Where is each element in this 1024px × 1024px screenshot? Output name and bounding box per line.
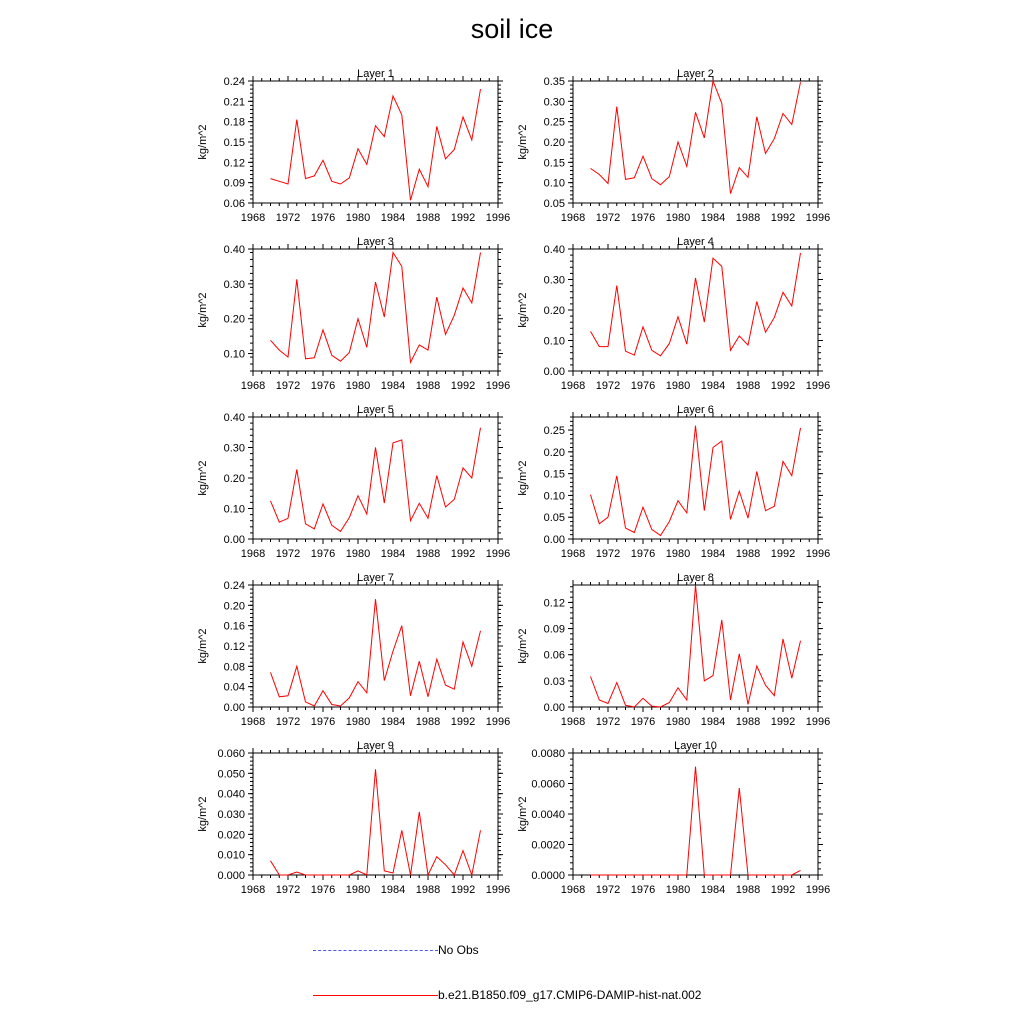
series-line	[591, 253, 801, 356]
x-tick-label: 1976	[310, 212, 336, 224]
y-axis-label: kg/m^2	[197, 292, 209, 328]
series-line	[591, 81, 801, 194]
x-tick-label: 1996	[485, 884, 511, 896]
plot-frame	[573, 81, 818, 203]
x-tick-label: 1968	[560, 548, 586, 560]
x-tick-label: 1992	[770, 716, 796, 728]
y-tick-label: 0.0020	[531, 839, 565, 852]
x-tick-label: 1992	[450, 212, 476, 224]
x-tick-label: 1976	[630, 380, 656, 392]
x-tick-label: 1992	[450, 548, 476, 560]
y-tick-label: 0.24	[223, 76, 245, 88]
x-tick-label: 1992	[450, 716, 476, 728]
y-tick-label: 0.0080	[531, 748, 565, 760]
x-tick-label: 1968	[240, 380, 266, 392]
y-tick-label: 0.12	[223, 157, 245, 170]
panel-title: Layer 1	[357, 68, 394, 80]
plot-frame	[573, 417, 818, 539]
y-tick-label: 0.04	[223, 681, 245, 694]
x-tick-label: 1972	[595, 548, 621, 560]
x-tick-label: 1976	[310, 380, 336, 392]
x-tick-label: 1988	[415, 716, 441, 728]
legend-obs	[313, 940, 479, 960]
y-tick-label: 0.25	[543, 425, 565, 438]
panel-layer-9	[197, 740, 510, 896]
x-tick-label: 1980	[665, 380, 691, 392]
panel-title: Layer 3	[357, 236, 394, 248]
panel-title: Layer 7	[357, 572, 394, 584]
y-tick-label: 0.00	[543, 534, 565, 546]
y-axis-label: kg/m^2	[517, 460, 529, 496]
y-tick-label: 0.20	[223, 473, 245, 485]
y-tick-label: 0.24	[223, 580, 245, 592]
x-tick-label: 1984	[380, 716, 406, 728]
y-tick-label: 0.30	[543, 274, 565, 287]
panel-layer-3	[197, 236, 510, 392]
series-line	[591, 426, 801, 536]
x-tick-label: 1984	[380, 548, 406, 560]
panel-title: Layer 10	[674, 740, 717, 752]
series-line	[271, 428, 481, 532]
x-tick-label: 1992	[770, 212, 796, 224]
x-tick-label: 1968	[240, 716, 266, 728]
y-tick-label: 0.10	[223, 348, 245, 361]
x-tick-label: 1984	[700, 380, 726, 392]
y-tick-label: 0.010	[217, 849, 245, 862]
y-tick-label: 0.00	[543, 366, 565, 378]
x-tick-label: 1996	[485, 716, 511, 728]
y-tick-label: 0.0060	[531, 778, 565, 791]
series-line	[271, 769, 481, 875]
y-axis-label: kg/m^2	[197, 460, 209, 496]
y-tick-label: 0.06	[543, 649, 565, 662]
x-tick-label: 1976	[310, 548, 336, 560]
y-tick-label: 0.15	[543, 157, 565, 170]
x-tick-label: 1980	[345, 716, 371, 728]
panel-layer-4	[517, 236, 830, 392]
x-tick-label: 1980	[345, 380, 371, 392]
x-tick-label: 1992	[450, 380, 476, 392]
y-tick-label: 0.020	[217, 829, 245, 842]
x-tick-label: 1980	[665, 716, 691, 728]
y-tick-label: 0.10	[543, 177, 565, 190]
x-tick-label: 1988	[735, 716, 761, 728]
panel-layer-1	[197, 68, 510, 224]
x-tick-label: 1972	[275, 212, 301, 224]
series-line	[271, 599, 481, 706]
x-tick-label: 1996	[805, 212, 831, 224]
y-tick-label: 0.00	[223, 534, 245, 546]
x-tick-label: 1968	[240, 212, 266, 224]
y-tick-label: 0.35	[543, 76, 565, 88]
x-tick-label: 1972	[275, 380, 301, 392]
x-tick-label: 1968	[560, 716, 586, 728]
y-axis-label: kg/m^2	[197, 628, 209, 664]
series-line	[271, 253, 481, 363]
x-tick-label: 1988	[415, 548, 441, 560]
x-tick-label: 1996	[485, 380, 511, 392]
y-tick-label: 0.20	[543, 137, 565, 149]
legend-obs-line	[313, 950, 438, 951]
x-tick-label: 1988	[415, 212, 441, 224]
y-tick-label: 0.20	[223, 600, 245, 613]
y-tick-label: 0.0000	[531, 870, 565, 882]
series-line	[591, 767, 801, 875]
plot-frame	[573, 249, 818, 371]
panel-title: Layer 2	[677, 68, 714, 80]
y-tick-label: 0.10	[543, 335, 565, 348]
y-tick-label: 0.06	[223, 198, 245, 210]
panel-layer-5	[197, 404, 510, 560]
y-tick-label: 0.12	[223, 641, 245, 653]
x-tick-label: 1992	[770, 884, 796, 896]
x-tick-label: 1984	[380, 884, 406, 896]
y-tick-label: 0.05	[543, 198, 565, 210]
x-tick-label: 1996	[485, 548, 511, 560]
y-tick-label: 0.20	[223, 313, 245, 326]
panel-title: Layer 4	[677, 236, 714, 248]
x-tick-label: 1992	[770, 380, 796, 392]
series-line	[591, 585, 801, 707]
x-tick-label: 1968	[560, 884, 586, 896]
x-tick-label: 1972	[275, 548, 301, 560]
y-tick-label: 0.15	[223, 137, 245, 149]
y-tick-label: 0.0040	[531, 809, 565, 821]
plot-frame	[253, 249, 498, 371]
y-tick-label: 0.00	[543, 702, 565, 714]
x-tick-label: 1988	[415, 380, 441, 392]
x-tick-label: 1972	[595, 716, 621, 728]
panel-title: Layer 5	[357, 404, 394, 416]
panel-title: Layer 8	[677, 572, 714, 584]
x-tick-label: 1968	[240, 548, 266, 560]
x-tick-label: 1972	[595, 884, 621, 896]
y-tick-label: 0.40	[223, 412, 245, 424]
figure-title: soil ice	[470, 14, 554, 44]
panel-layer-6	[517, 404, 830, 560]
x-tick-label: 1984	[700, 884, 726, 896]
y-axis-label: kg/m^2	[197, 796, 209, 832]
x-tick-label: 1976	[630, 212, 656, 224]
x-tick-label: 1976	[310, 884, 336, 896]
y-tick-label: 0.10	[223, 503, 245, 516]
x-tick-label: 1976	[310, 716, 336, 728]
x-tick-label: 1972	[595, 212, 621, 224]
panel-title: Layer 6	[677, 404, 714, 416]
x-tick-label: 1992	[450, 884, 476, 896]
x-tick-label: 1968	[240, 884, 266, 896]
y-axis-label: kg/m^2	[197, 124, 209, 160]
x-tick-label: 1984	[700, 548, 726, 560]
y-tick-label: 0.30	[223, 442, 245, 455]
y-axis-label: kg/m^2	[517, 292, 529, 328]
legend-obs-label: No Obs	[438, 943, 479, 957]
x-tick-label: 1980	[665, 548, 691, 560]
x-tick-label: 1988	[735, 884, 761, 896]
legend-model-line	[313, 995, 438, 996]
x-tick-label: 1988	[415, 884, 441, 896]
x-tick-label: 1972	[275, 716, 301, 728]
x-tick-label: 1984	[700, 716, 726, 728]
y-tick-label: 0.40	[543, 244, 565, 256]
x-tick-label: 1996	[805, 884, 831, 896]
series-line	[271, 89, 481, 200]
y-tick-label: 0.16	[223, 620, 245, 633]
y-tick-label: 0.050	[217, 768, 245, 781]
x-tick-label: 1980	[665, 212, 691, 224]
x-tick-label: 1984	[380, 212, 406, 224]
y-tick-label: 0.00	[223, 702, 245, 714]
x-tick-label: 1976	[630, 716, 656, 728]
x-tick-label: 1996	[805, 380, 831, 392]
x-tick-label: 1976	[630, 548, 656, 560]
y-tick-label: 0.060	[217, 748, 245, 760]
x-tick-label: 1976	[630, 884, 656, 896]
x-tick-label: 1968	[560, 380, 586, 392]
y-tick-label: 0.20	[543, 446, 565, 459]
y-tick-label: 0.09	[223, 177, 245, 190]
y-axis-label: kg/m^2	[517, 124, 529, 160]
x-tick-label: 1972	[595, 380, 621, 392]
y-tick-label: 0.21	[223, 96, 245, 109]
y-tick-label: 0.030	[217, 809, 245, 821]
panel-layer-10	[517, 740, 830, 896]
y-tick-label: 0.15	[543, 468, 565, 481]
x-tick-label: 1996	[805, 548, 831, 560]
y-tick-label: 0.40	[223, 244, 245, 256]
plot-frame	[573, 585, 818, 707]
plot-frame	[253, 417, 498, 539]
x-tick-label: 1996	[805, 716, 831, 728]
legend-model-label: b.e21.B1850.f09_g17.CMIP6-DAMIP-hist-nat.002	[438, 988, 702, 1002]
y-tick-label: 0.12	[543, 597, 565, 610]
x-tick-label: 1980	[345, 884, 371, 896]
x-tick-label: 1984	[700, 212, 726, 224]
x-tick-label: 1988	[735, 548, 761, 560]
x-tick-label: 1984	[380, 380, 406, 392]
y-axis-label: kg/m^2	[517, 796, 529, 832]
panel-layer-2	[517, 68, 830, 224]
y-tick-label: 0.18	[223, 116, 245, 129]
x-tick-label: 1972	[275, 884, 301, 896]
y-tick-label: 0.20	[543, 305, 565, 317]
x-tick-label: 1980	[345, 212, 371, 224]
plot-frame	[253, 81, 498, 203]
y-tick-label: 0.040	[217, 788, 245, 801]
y-tick-label: 0.03	[543, 675, 565, 688]
y-tick-label: 0.08	[223, 661, 245, 674]
y-tick-label: 0.05	[543, 512, 565, 525]
y-tick-label: 0.30	[543, 96, 565, 109]
x-tick-label: 1968	[560, 212, 586, 224]
x-tick-label: 1988	[735, 212, 761, 224]
x-tick-label: 1980	[345, 548, 371, 560]
y-axis-label: kg/m^2	[517, 628, 529, 664]
legend-model	[313, 985, 701, 1005]
y-tick-label: 0.09	[543, 623, 565, 636]
panel-layer-8	[517, 572, 830, 728]
x-tick-label: 1980	[665, 884, 691, 896]
x-tick-label: 1988	[735, 380, 761, 392]
x-tick-label: 1992	[770, 548, 796, 560]
y-tick-label: 0.25	[543, 116, 565, 129]
y-tick-label: 0.000	[217, 870, 245, 882]
y-tick-label: 0.10	[543, 490, 565, 503]
x-tick-label: 1996	[485, 212, 511, 224]
panel-layer-7	[197, 572, 510, 728]
y-tick-label: 0.30	[223, 278, 245, 291]
panel-title: Layer 9	[357, 740, 394, 752]
